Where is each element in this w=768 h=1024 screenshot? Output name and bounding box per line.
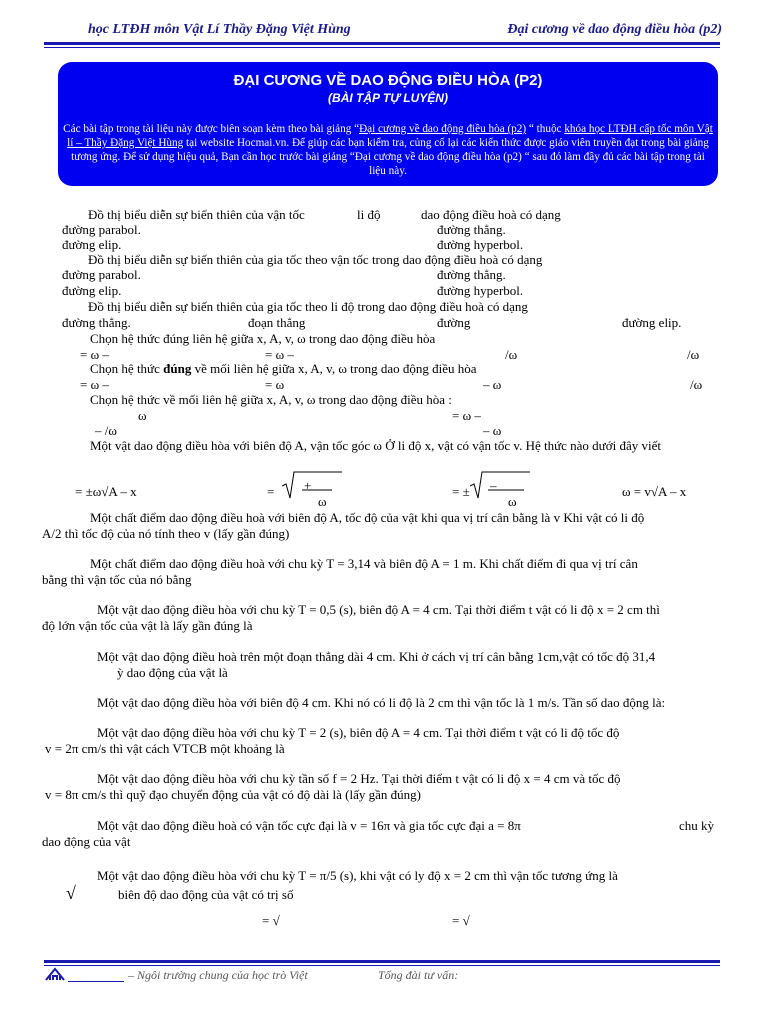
course-link[interactable]: khóa học LTĐH cấp tốc môn Vật lí – Thầy Đặng Việt Hùng bbox=[67, 123, 713, 149]
answer-option: đường bbox=[437, 315, 471, 330]
question-line: Một vật dao động điều hoà có vận tốc cực đại là v = 16π và gia tốc cực đại a = 8π bbox=[97, 818, 521, 833]
answer-option: /ω bbox=[690, 377, 703, 392]
question-line: Đồ thị biểu diễn sự biến thiên của gia tốc theo vận tốc trong dao động điều hoà có dạng bbox=[88, 252, 543, 267]
question-line: ỳ dao động của vật là bbox=[117, 665, 228, 680]
question-line: Một vật dao động điều hòa với chu kỳ T = π/5 (s), khi vật có ly độ x = 2 cm thì vận tốc tương ứng là bbox=[97, 868, 618, 883]
answer-option: – ω bbox=[483, 423, 502, 438]
radical-sign: √ bbox=[66, 883, 76, 903]
answer-option: = ω – bbox=[452, 408, 481, 423]
question-line: Đồ thị biểu diễn sự biến thiên của gia tốc theo li độ trong dao động điều hoà có dạng bbox=[88, 299, 528, 314]
header-divider bbox=[44, 42, 720, 45]
question-line: Một vật dao động điều hoà trên một đoạn thẳng dài 4 cm. Khi ở cách vị trí cân bằng 1cm,vật có tốc độ 31,4 bbox=[97, 649, 656, 664]
question-line: dao động điều hoà có dạng bbox=[421, 207, 561, 222]
banner-intro bbox=[62, 122, 714, 178]
banner-title: ĐẠI CƯƠNG VỀ DAO ĐỘNG ĐIỀU HÒA (P2) bbox=[233, 72, 543, 89]
answer-option: /ω bbox=[505, 347, 518, 362]
answer-option: đường elip. bbox=[62, 237, 122, 252]
footer-slogan: – Ngôi trường chung của học trò Việt bbox=[128, 968, 308, 982]
footer-divider-thin bbox=[44, 965, 720, 966]
header-course-title: học LTĐH môn Vật Lí Thầy Đặng Việt Hùng bbox=[88, 22, 351, 37]
question-line: A/2 thì tốc độ của nó tính theo v (lấy gần đúng) bbox=[42, 526, 290, 541]
answer-option: đường parabol. bbox=[62, 222, 141, 237]
question-line: v = 8π cm/s thì quỹ đạo chuyển động của vật có độ dài là (lấy gần đúng) bbox=[45, 787, 421, 802]
question-line: độ lớn vận tốc của vật là lấy gần đúng là bbox=[42, 618, 253, 633]
question-line: Chọn hệ thức đúng liên hệ giữa x, A, v, ω trong dao động điều hòa bbox=[90, 331, 436, 346]
answer-option: đường parabol. bbox=[62, 267, 141, 282]
answer-option: = √ bbox=[452, 913, 470, 928]
footer-hotline-label: Tổng đài tư vấn: bbox=[378, 968, 459, 982]
question-line: Đồ thị biểu diễn sự biến thiên của vận tốc bbox=[88, 207, 305, 222]
question-line bbox=[90, 361, 477, 376]
header-divider-thin bbox=[44, 47, 720, 48]
answer-option: = ω – bbox=[265, 347, 294, 362]
radical-svg bbox=[470, 470, 530, 500]
question-line: li độ bbox=[357, 207, 381, 222]
question-line: chu kỳ bbox=[679, 818, 715, 833]
question-line: Chọn hệ thức về mối liên hệ giữa x, A, v, ω trong dao động điều hòa : bbox=[90, 392, 452, 407]
question-emphasis: đúng bbox=[163, 361, 192, 376]
question-line: Một chất điểm dao động điều hoà với chu kỳ T = 3,14 và biên độ A = 1 m. Khi chất điểm đi qua vị trí cân bbox=[90, 556, 638, 571]
question-text: Chọn hệ thức bbox=[90, 361, 164, 376]
answer-option: đoạn thẳng bbox=[248, 315, 306, 330]
question-line: Một chất điểm dao động điều hoà với biên độ A, tốc độ của vật khi qua vị trí cân bằng là v Khi vật có li độ bbox=[90, 510, 645, 525]
logo-svg bbox=[44, 966, 66, 982]
answer-option: = ±ω√A – x bbox=[75, 484, 137, 499]
answer-option: đường hyperbol. bbox=[437, 237, 524, 252]
hocmai-logo-icon bbox=[44, 966, 66, 982]
answer-option: đường thẳng. bbox=[437, 222, 506, 237]
question-line: Một vật dao động điều hòa với biên độ A, vận tốc góc ω Ở li độ x, vật có vận tốc v. Hệ thức nào dưới đây viết bbox=[90, 438, 661, 453]
intro-text-1: Các bài tập trong tài liệu này được biên soạn kèm theo bài giảng “ bbox=[63, 123, 360, 135]
answer-option: đường elip. bbox=[62, 283, 122, 298]
answer-option: ω bbox=[138, 408, 147, 423]
answer-option: = ± bbox=[452, 484, 470, 499]
answer-option: đường thẳng. bbox=[437, 267, 506, 282]
answer-option: = ω – bbox=[80, 347, 109, 362]
question-line: bằng thì vận tốc của nó bằng bbox=[42, 572, 192, 587]
intro-text-2: “ thuộc bbox=[526, 123, 565, 135]
radical-sign bbox=[470, 470, 530, 500]
answer-option: ω bbox=[508, 494, 517, 509]
answer-option: = √ bbox=[262, 913, 280, 928]
intro-text-3: tại website Hocmai.vn. Để giúp các bạn kiểm tra, củng cố lại các kiến thức được giáo viên truyền đạt trong bài giảng tương ứng. Để sử dụng hiệu quả, Bạn cần học trước bài giảng “Đại cương về dao động điều hòa (p2) “ sau đó làm đầy đủ các bài tập trong tài liệu này. bbox=[71, 137, 709, 177]
answer-option: đường elip. bbox=[622, 315, 682, 330]
question-text: về mối liên hệ giữa x, A, v, ω trong dao động điều hòa bbox=[191, 361, 477, 376]
radical-sign bbox=[282, 470, 342, 500]
answer-option: – ω bbox=[483, 377, 502, 392]
answer-option: = ω – bbox=[80, 377, 109, 392]
footer-divider bbox=[44, 960, 720, 963]
answer-option: = ω bbox=[265, 377, 285, 392]
question-line: Một vật dao động điều hòa với chu kỳ T = 2 (s), biên độ A = 4 cm. Tại thời điểm t vật có li độ tốc độ bbox=[97, 725, 620, 740]
answer-option: ω bbox=[318, 494, 327, 509]
question-line: v = 2π cm/s thì vật cách VTCB một khoảng là bbox=[45, 741, 285, 756]
header-lesson-title: Đại cương về dao động điều hòa (p2) bbox=[507, 22, 722, 37]
answer-option: đường thẳng. bbox=[62, 315, 131, 330]
answer-option: /ω bbox=[687, 347, 700, 362]
question-line: biên độ dao động của vật có trị số bbox=[118, 887, 294, 902]
question-line: Một vật dao động điều hòa với chu kỳ T = 0,5 (s), biên độ A = 4 cm. Tại thời điểm t vật có li độ x = 2 cm thì bbox=[97, 602, 660, 617]
answer-option: – /ω bbox=[95, 423, 117, 438]
answer-option: + bbox=[304, 478, 312, 493]
answer-option: ω = v√A – x bbox=[622, 484, 687, 499]
radical-svg bbox=[282, 470, 342, 500]
answer-option: = bbox=[267, 484, 275, 499]
lecture-link[interactable]: Đại cương về dao động điều hòa (p2) bbox=[359, 123, 527, 135]
banner-subtitle: (BÀI TẬP TỰ LUYỆN) bbox=[328, 91, 448, 105]
answer-option: đường hyperbol. bbox=[437, 283, 524, 298]
question-line: dao động của vật bbox=[42, 834, 131, 849]
lesson-banner bbox=[58, 62, 718, 186]
question-line: Một vật dao động điều hòa với chu kỳ tần số f = 2 Hz. Tại thời điểm t vật có li độ x = 4 cm và tốc độ bbox=[97, 771, 621, 786]
footer-link-underline[interactable] bbox=[68, 981, 124, 982]
answer-option: – bbox=[490, 478, 497, 493]
question-line: Một vật dao động điều hòa với biên độ 4 cm. Khi nó có li độ là 2 cm thì vận tốc là 1 m/s. Tần số dao động là: bbox=[97, 695, 666, 710]
